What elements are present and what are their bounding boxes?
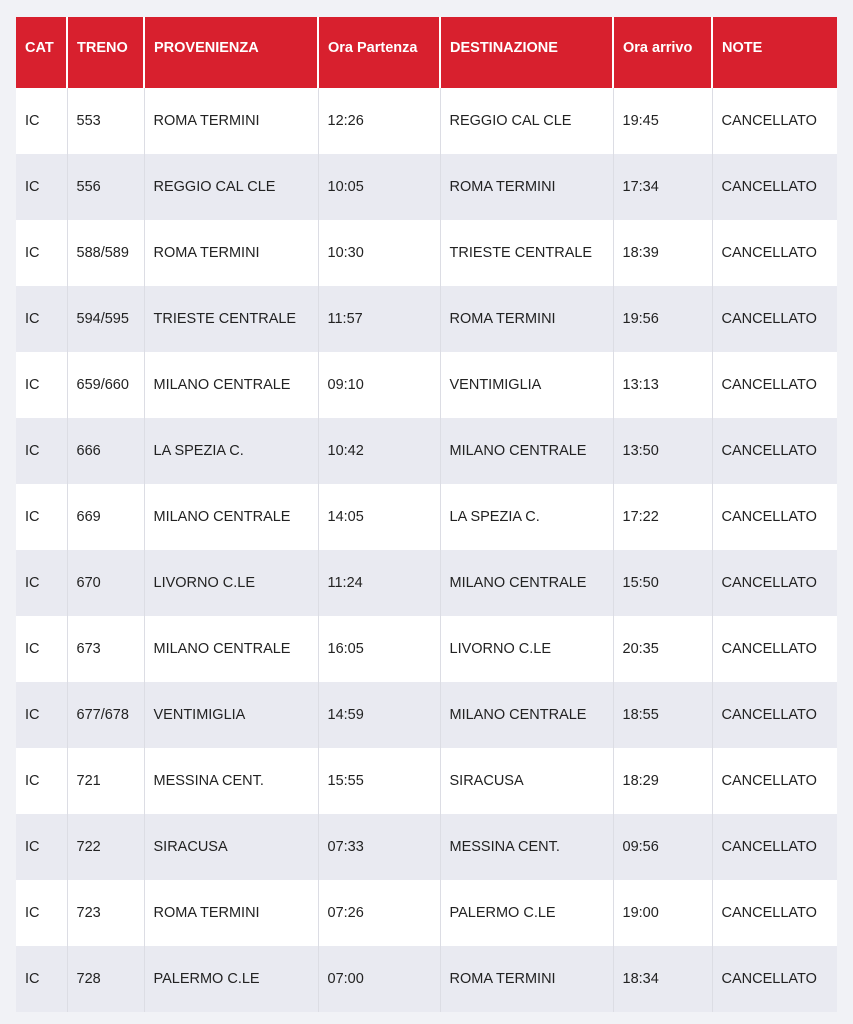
cell-ora-partenza: 10:30 xyxy=(318,220,440,286)
cell-ora-arrivo: 13:50 xyxy=(613,418,712,484)
table-row xyxy=(16,484,837,550)
cell-provenienza: MILANO CENTRALE xyxy=(144,352,318,418)
cell-provenienza: REGGIO CAL CLE xyxy=(144,154,318,220)
cell-cat: IC xyxy=(16,352,67,418)
cell-note: CANCELLATO xyxy=(721,641,817,657)
cell-ora-arrivo: 09:56 xyxy=(613,814,712,880)
cell-treno: 666 xyxy=(67,418,144,484)
cell-note: CANCELLATO xyxy=(721,443,817,459)
cell-note: CANCELLATO xyxy=(721,311,817,327)
cell-cat: IC xyxy=(16,484,67,550)
cell-cat: IC xyxy=(16,748,67,814)
cell-provenienza: ROMA TERMINI xyxy=(144,88,318,154)
cell-provenienza: ROMA TERMINI xyxy=(144,880,318,946)
cell-cat: IC xyxy=(16,418,67,484)
cell-destinazione: MILANO CENTRALE xyxy=(440,682,613,748)
cell-provenienza: MILANO CENTRALE xyxy=(144,484,318,550)
table-row xyxy=(16,550,837,616)
cell-cat: IC xyxy=(16,682,67,748)
cell-cat: IC xyxy=(16,88,67,154)
cell-ora-arrivo: 18:29 xyxy=(613,748,712,814)
cell-destinazione: SIRACUSA xyxy=(440,748,613,814)
cell-ora-arrivo: 20:35 xyxy=(613,616,712,682)
cell-ora-arrivo: 17:22 xyxy=(613,484,712,550)
cell-treno: 588/589 xyxy=(67,220,144,286)
header-ora-arrivo: Ora arrivo xyxy=(613,17,712,88)
cell-ora-arrivo: 18:39 xyxy=(613,220,712,286)
cell-provenienza: SIRACUSA xyxy=(144,814,318,880)
cell-treno: 722 xyxy=(67,814,144,880)
cell-ora-partenza: 07:33 xyxy=(318,814,440,880)
cell-ora-partenza: 07:00 xyxy=(318,946,440,1012)
table-row xyxy=(16,88,837,154)
cell-treno: 556 xyxy=(67,154,144,220)
cell-destinazione: LIVORNO C.LE xyxy=(440,616,613,682)
cell-ora-partenza: 11:57 xyxy=(318,286,440,352)
table-row xyxy=(16,748,837,814)
cell-ora-partenza: 09:10 xyxy=(318,352,440,418)
table-row xyxy=(16,616,837,682)
cell-cat: IC xyxy=(16,880,67,946)
table-row xyxy=(16,352,837,418)
cell-destinazione: MILANO CENTRALE xyxy=(440,418,613,484)
cell-cat: IC xyxy=(16,814,67,880)
cell-provenienza: PALERMO C.LE xyxy=(144,946,318,1012)
cell-treno: 669 xyxy=(67,484,144,550)
cell-provenienza: MESSINA CENT. xyxy=(144,748,318,814)
cell-ora-arrivo: 13:13 xyxy=(613,352,712,418)
header-note: NOTE xyxy=(722,40,763,56)
table-row xyxy=(16,220,837,286)
table-row xyxy=(16,286,837,352)
cell-ora-arrivo: 19:56 xyxy=(613,286,712,352)
table-row xyxy=(16,946,837,1012)
header-treno: TRENO xyxy=(67,17,144,88)
cell-ora-partenza: 14:05 xyxy=(318,484,440,550)
cell-note: CANCELLATO xyxy=(721,971,817,987)
cell-ora-arrivo: 18:55 xyxy=(613,682,712,748)
cell-destinazione: VENTIMIGLIA xyxy=(440,352,613,418)
cell-provenienza: LIVORNO C.LE xyxy=(144,550,318,616)
cell-destinazione: ROMA TERMINI xyxy=(440,154,613,220)
header-destinazione: DESTINAZIONE xyxy=(440,17,613,88)
cell-ora-partenza: 10:42 xyxy=(318,418,440,484)
header-cat: CAT xyxy=(16,17,67,88)
cell-note: CANCELLATO xyxy=(721,707,817,723)
cell-treno: 728 xyxy=(67,946,144,1012)
cell-note: CANCELLATO xyxy=(721,113,817,129)
cell-note: CANCELLATO xyxy=(721,773,817,789)
cell-ora-arrivo: 19:45 xyxy=(613,88,712,154)
cell-note: CANCELLATO xyxy=(721,377,817,393)
cell-cat: IC xyxy=(16,616,67,682)
table-row xyxy=(16,814,837,880)
cell-treno: 723 xyxy=(67,880,144,946)
cell-ora-partenza: 11:24 xyxy=(318,550,440,616)
cell-ora-partenza: 16:05 xyxy=(318,616,440,682)
cell-provenienza: TRIESTE CENTRALE xyxy=(144,286,318,352)
table-row xyxy=(16,682,837,748)
cell-ora-partenza: 14:59 xyxy=(318,682,440,748)
cell-ora-partenza: 07:26 xyxy=(318,880,440,946)
cell-cat: IC xyxy=(16,220,67,286)
cell-note: CANCELLATO xyxy=(721,245,817,261)
cell-cat: IC xyxy=(16,286,67,352)
cell-treno: 659/660 xyxy=(67,352,144,418)
cell-treno: 553 xyxy=(67,88,144,154)
header-provenienza: PROVENIENZA xyxy=(144,17,318,88)
cell-destinazione: MILANO CENTRALE xyxy=(440,550,613,616)
cell-note: CANCELLATO xyxy=(721,179,817,195)
cell-note: CANCELLATO xyxy=(721,839,817,855)
cell-provenienza: LA SPEZIA C. xyxy=(144,418,318,484)
table-row xyxy=(16,154,837,220)
cell-cat: IC xyxy=(16,946,67,1012)
cell-treno: 670 xyxy=(67,550,144,616)
cell-ora-partenza: 12:26 xyxy=(318,88,440,154)
cell-treno: 673 xyxy=(67,616,144,682)
cancelled-trains-table xyxy=(16,17,837,1012)
cell-destinazione: MESSINA CENT. xyxy=(440,814,613,880)
cell-treno: 594/595 xyxy=(67,286,144,352)
cell-cat: IC xyxy=(16,550,67,616)
cell-note: CANCELLATO xyxy=(721,575,817,591)
table-header-row xyxy=(16,17,837,88)
cell-ora-partenza: 10:05 xyxy=(318,154,440,220)
cell-treno: 677/678 xyxy=(67,682,144,748)
cell-note: CANCELLATO xyxy=(721,509,817,525)
cell-cat: IC xyxy=(16,154,67,220)
cell-ora-arrivo: 18:34 xyxy=(613,946,712,1012)
cell-destinazione: PALERMO C.LE xyxy=(440,880,613,946)
cell-ora-arrivo: 19:00 xyxy=(613,880,712,946)
train-table-container xyxy=(16,17,837,1012)
cell-ora-arrivo: 15:50 xyxy=(613,550,712,616)
table-row xyxy=(16,880,837,946)
cell-provenienza: ROMA TERMINI xyxy=(144,220,318,286)
cell-destinazione: REGGIO CAL CLE xyxy=(440,88,613,154)
cell-note: CANCELLATO xyxy=(721,905,817,921)
table-row xyxy=(16,418,837,484)
cell-treno: 721 xyxy=(67,748,144,814)
header-ora-partenza: Ora Partenza xyxy=(318,17,440,88)
cell-ora-partenza: 15:55 xyxy=(318,748,440,814)
cell-destinazione: ROMA TERMINI xyxy=(440,946,613,1012)
cell-destinazione: ROMA TERMINI xyxy=(440,286,613,352)
cell-provenienza: MILANO CENTRALE xyxy=(144,616,318,682)
cell-destinazione: LA SPEZIA C. xyxy=(440,484,613,550)
cell-destinazione: TRIESTE CENTRALE xyxy=(440,220,613,286)
cell-ora-arrivo: 17:34 xyxy=(613,154,712,220)
cell-provenienza: VENTIMIGLIA xyxy=(144,682,318,748)
